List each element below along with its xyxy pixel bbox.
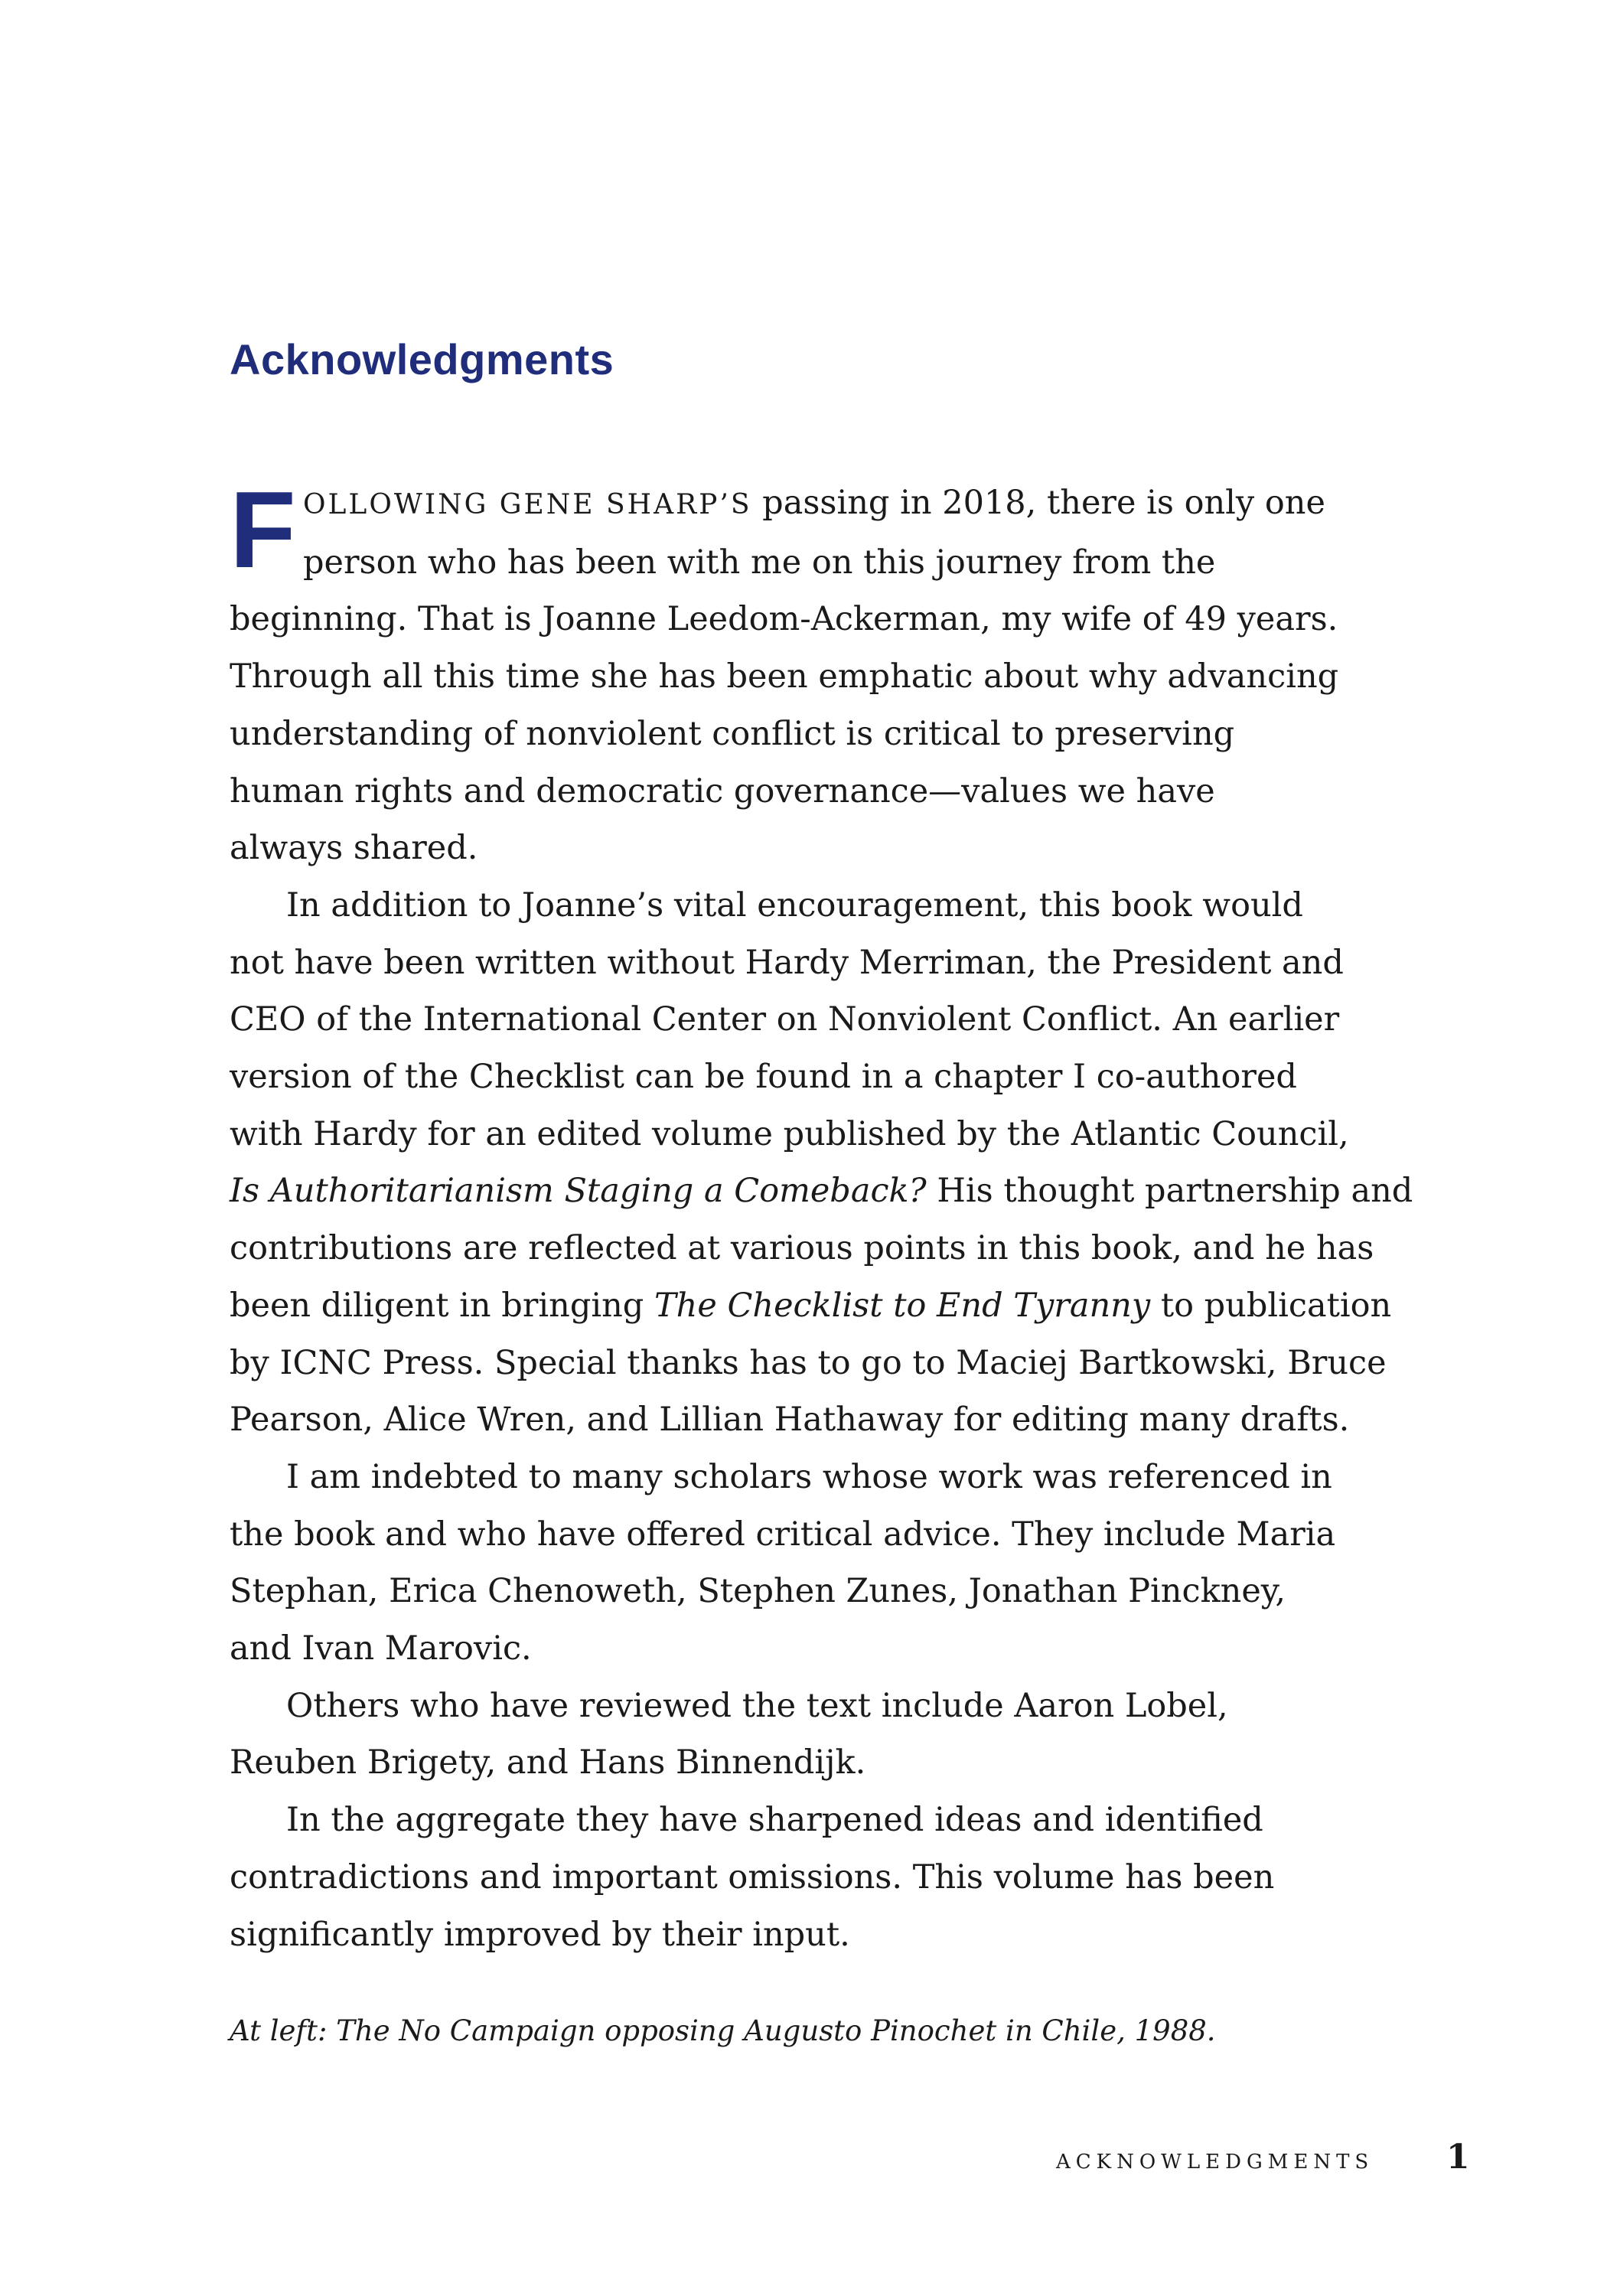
text-line: CEO of the International Center on Nonviolent Conflict. An earlier xyxy=(230,1000,1340,1039)
page-number: 1 xyxy=(1446,2138,1470,2177)
text-line: I am indebted to many scholars whose work was referenced in xyxy=(286,1457,1332,1496)
text-line xyxy=(230,1277,1392,1335)
text-span: to publication xyxy=(1150,1286,1392,1325)
text-line: always shared. xyxy=(230,829,478,868)
text-line: Stephan, Erica Chenoweth, Stephen Zunes, Jonathan Pinckney, xyxy=(230,1572,1286,1611)
text-line xyxy=(230,1163,1413,1220)
text-line: the book and who have offered critical advice. They include Maria xyxy=(230,1515,1336,1554)
paragraph-5 xyxy=(230,1792,1377,1963)
text-line: In addition to Joanne’s vital encouragement, this book would xyxy=(286,885,1303,925)
text-line: version of the Checklist can be found in a chapter I co-authored xyxy=(230,1058,1297,1097)
text-line: not have been written without Hardy Merriman, the President and xyxy=(230,943,1344,982)
text-line xyxy=(230,475,1377,534)
text-line: In the aggregate they have sharpened ideas and identified xyxy=(286,1801,1263,1840)
text-line: by ICNC Press. Special thanks has to go to Maciej Bartkowski, Bruce xyxy=(230,1343,1387,1382)
text-line: contributions are reflected at various points in this book, and he has xyxy=(230,1229,1374,1268)
text-line: human rights and democratic governance—values we have xyxy=(230,771,1215,810)
book-title-italic: The Checklist to End Tyranny xyxy=(654,1286,1151,1325)
small-caps-lead: OLLOWING GENE SHARP’S xyxy=(303,489,752,520)
body-text xyxy=(230,469,1413,1963)
drop-cap: F xyxy=(230,469,296,591)
book-title-italic: Is Authoritarianism Staging a Comeback? xyxy=(230,1172,927,1211)
paragraph-2 xyxy=(230,877,1413,1449)
paragraph-4 xyxy=(230,1678,1377,1792)
text-span: His thought partnership and xyxy=(926,1172,1413,1211)
paragraph-1 xyxy=(230,469,1377,877)
text-line: Pearson, Alice Wren, and Lillian Hathaway for editing many drafts. xyxy=(230,1401,1350,1440)
text-span: passing in 2018, there is only one xyxy=(751,484,1325,522)
text-line: with Hardy for an edited volume published by the Atlantic Council, xyxy=(230,1114,1349,1153)
text-line: understanding of nonviolent conflict is critical to preserving xyxy=(230,714,1235,753)
photo-caption: At left: The No Campaign opposing Augusto Pinochet in Chile, 1988. xyxy=(230,2014,1216,2047)
text-line: person who has been with me on this journey from the xyxy=(303,543,1216,582)
text-line: and Ivan Marovic. xyxy=(230,1629,532,1668)
text-line: Others who have reviewed the text include Aaron Lobel, xyxy=(286,1686,1228,1725)
text-line: contradictions and important omissions. This volume has been xyxy=(230,1857,1275,1896)
text-span: been diligent in bringing xyxy=(230,1286,654,1325)
running-head: ACKNOWLEDGMENTS xyxy=(1056,2151,1374,2174)
text-line: Through all this time she has been emphatic about why advancing xyxy=(230,657,1339,696)
text-line: significantly improved by their input. xyxy=(230,1915,850,1954)
text-line: Reuben Brigety, and Hans Binnendijk. xyxy=(230,1743,866,1782)
text-line: beginning. That is Joanne Leedom-Ackerman, my wife of 49 years. xyxy=(230,600,1338,639)
page-title: Acknowledgments xyxy=(230,335,614,383)
paragraph-3 xyxy=(230,1449,1377,1678)
